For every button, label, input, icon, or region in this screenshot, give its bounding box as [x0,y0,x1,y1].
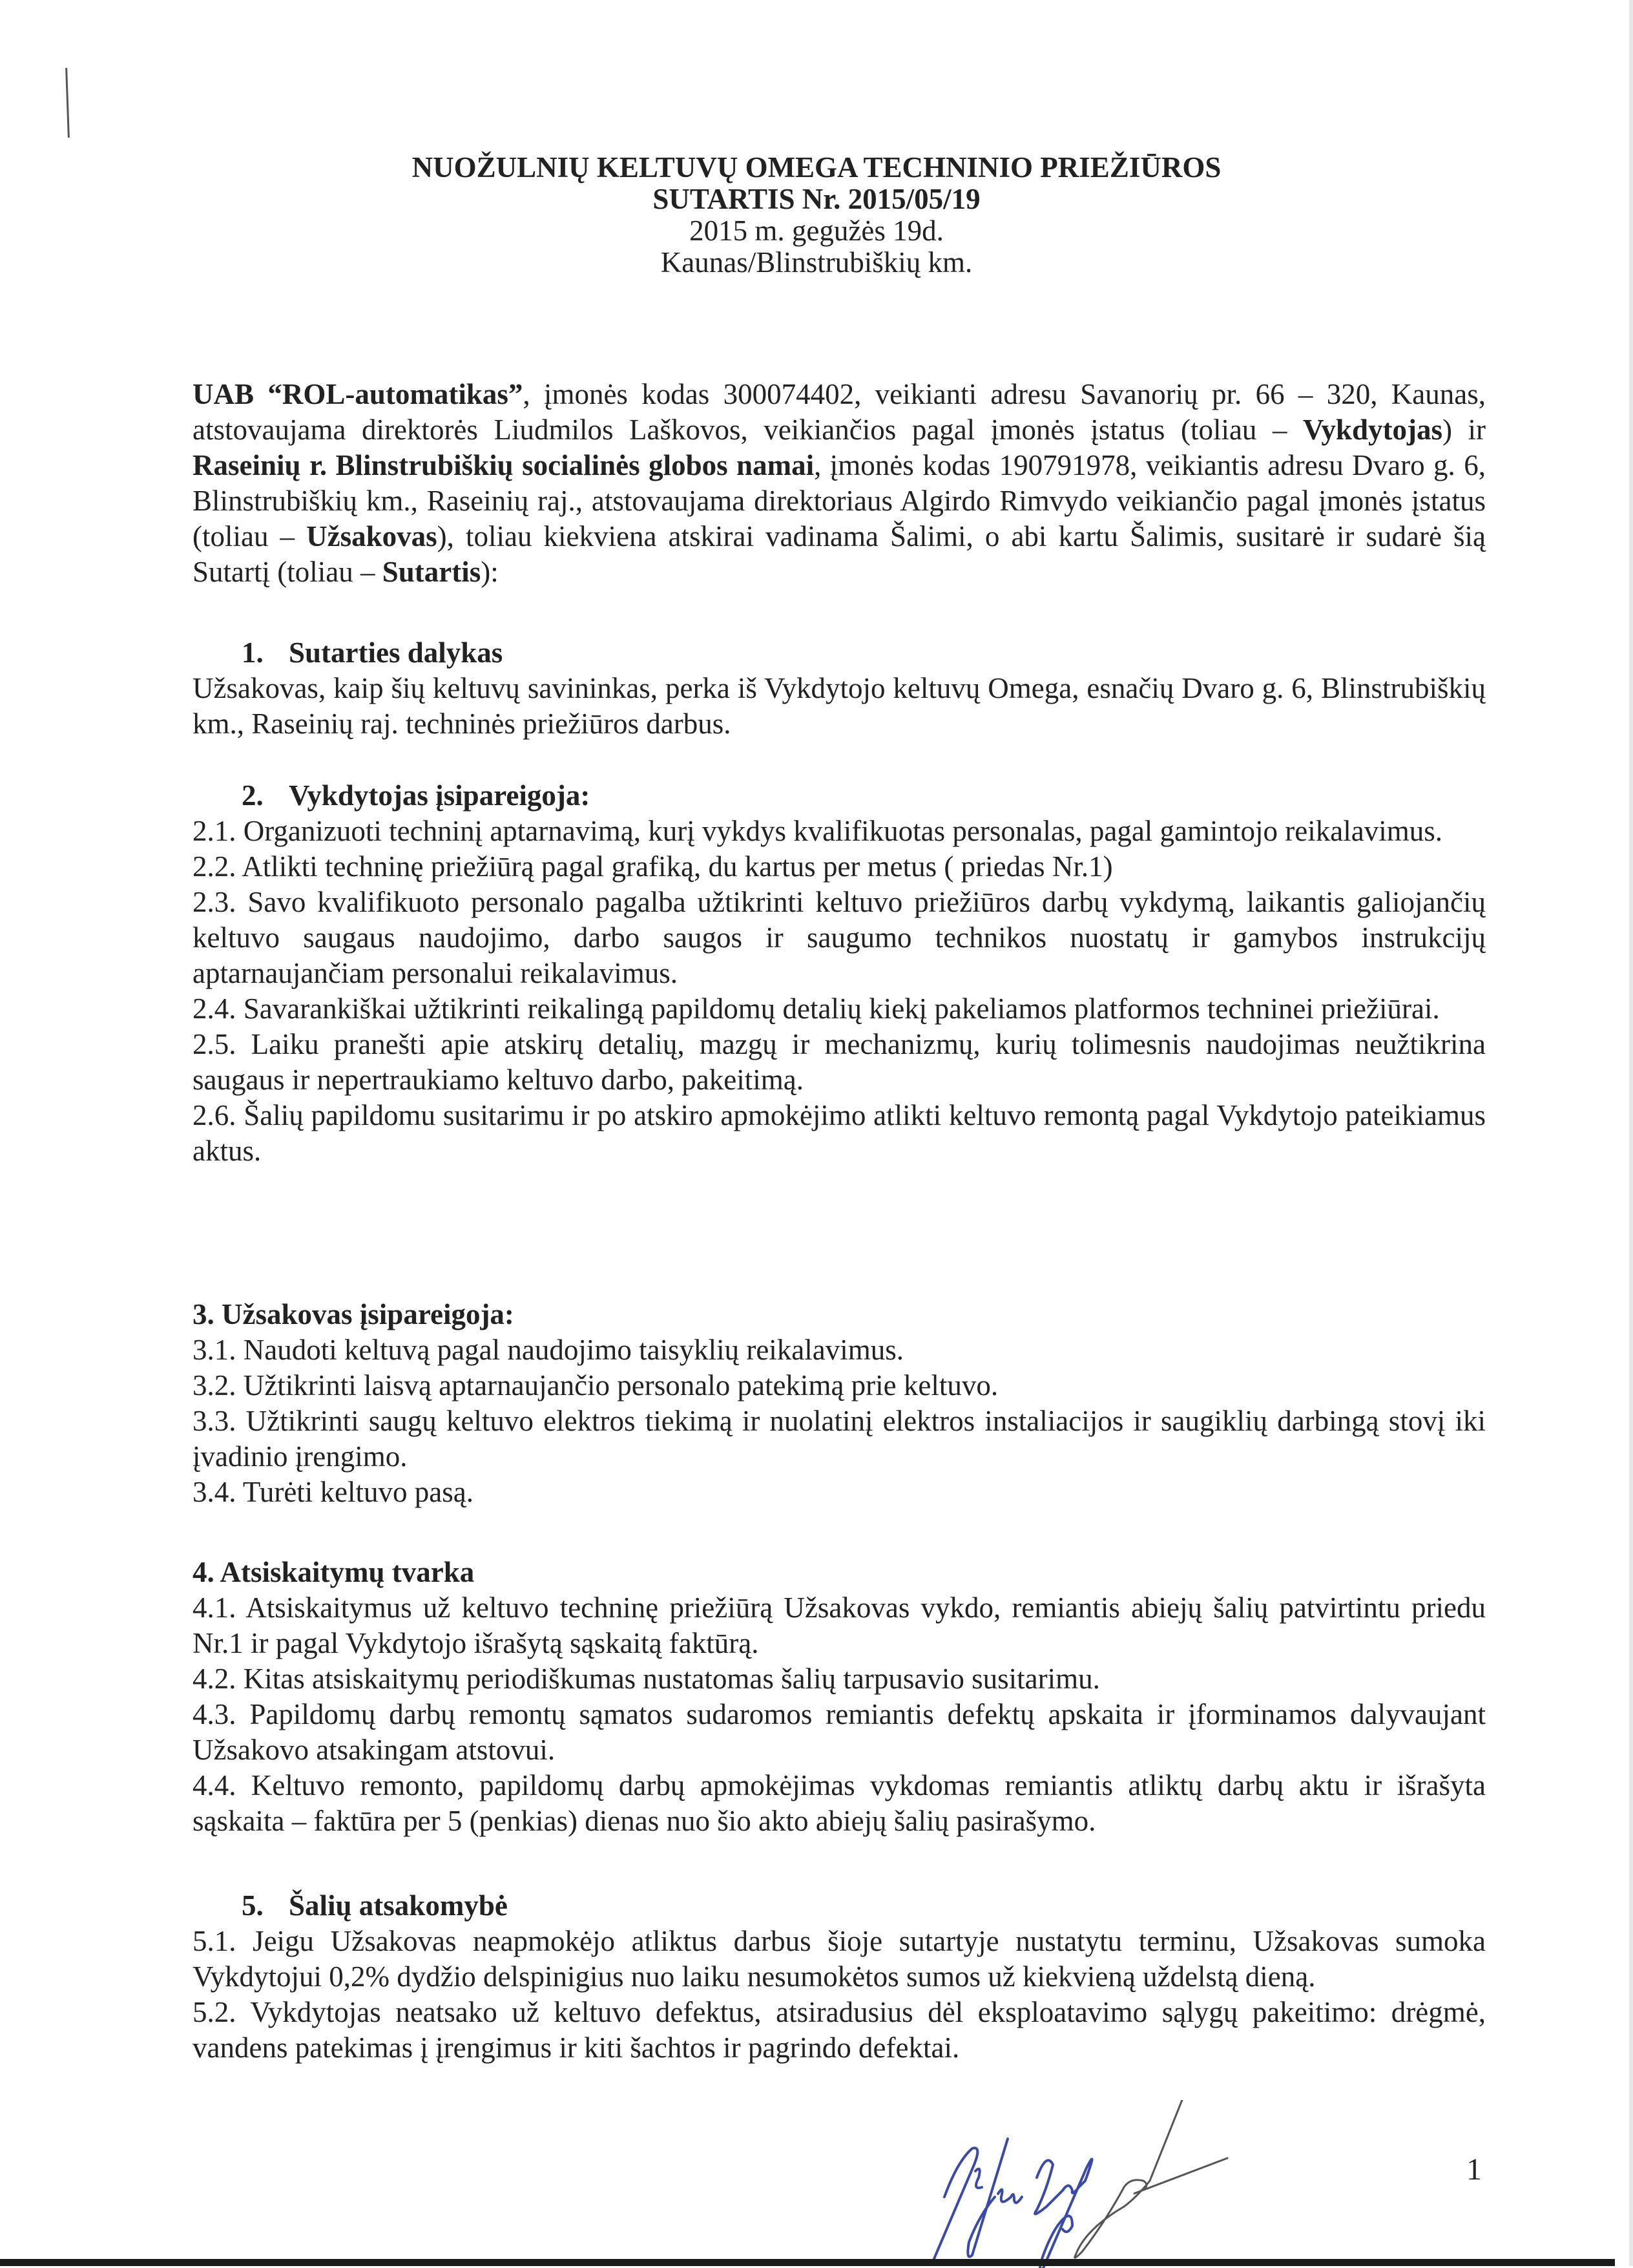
title-line-2: SUTARTIS Nr. 2015/05/19 [652,183,981,215]
clause: 4.2. Kitas atsiskaitymų periodiškumas nustatomas šalių tarpusavio susitarimu. [192,1663,1100,1695]
intro-text: ) ir [1442,414,1486,446]
clause: 5.2. Vykdytojas neatsako už keltuvo defektus, atsiradusius dėl eksploatavimo sąlygų pakeitimo: drėgmė, vandens patekimas į įrengimus ir kiti šachtos ir pagrindo defektai. [192,1996,1486,2064]
section-heading: Šalių atsakomybė [289,1889,508,1922]
party-2-name: Raseinių r. Blinstrubiškių socialinės globos namai [192,449,815,481]
clause: 4.1. Atsiskaitymus už keltuvo techninę priežiūrą Užsakovas vykdo, remiantis abiejų šalių patvirtintu priedu Nr.1 ir pagal Vykdytojo išrašytą sąskaitą faktūrą. [192,1591,1486,1659]
clause: 2.4. Savarankiškai užtikrinti reikalingą papildomų detalių kiekį pakeliamos platformos techninei priežiūrai. [192,992,1440,1025]
clause: 3.2. Užtikrinti laisvą aptarnaujančio personalo patekimą prie keltuvo. [192,1369,999,1402]
term-uzsakovas: Užsakovas [306,520,437,552]
contract-place: Kaunas/Blinstrubiškių km. [660,246,973,278]
section-heading: 4. Atsiskaitymų tvarka [192,1556,475,1588]
intro-text: , įmonės kodas 300074402, veikianti adresu Savanorių pr. 66 – 320, Kaunas, atstovaujama direktorės Liudmilos Laškovos, veikiančios pagal įmonės įstatus (toliau – [192,378,1486,446]
clause: 4.3. Papildomų darbų remontų sąmatos sudaromos remiantis defektų apskaita ir įforminamos dalyvaujant Užsakovo atsakingam atstovui. [192,1698,1486,1766]
section-1 [192,635,1486,742]
section-number: 2. [242,779,264,812]
signature-blue [933,2139,1092,2268]
intro-text: ), toliau kiekviena atskirai vadinama Šalimi, o abi kartu Šalimis, susitarė ir sudarė šią Sutartį (toliau – [192,520,1486,588]
clause: 2.6. Šalių papildomu susitarimu ir po atskiro apmokėjimo atlikti keltuvo remontą pagal Vykdytojo pateikiamus aktus. [192,1099,1486,1167]
scan-edge [0,2259,1615,2266]
clause: 3.3. Užtikrinti saugų keltuvo elektros tiekimą ir nuolatinį elektros instaliacijos ir saugiklių darbingą stovį iki įvadinio įrengimo. [192,1405,1486,1473]
clause: 2.3. Savo kvalifikuoto personalo pagalba užtikrinti keltuvo priežiūros darbų vykdymą, laikantis galiojančių keltuvo saugaus naudojimo, darbo saugos ir saugumo technikos nuostatų ir gamybos instrukcijų aptarnaujančiam personalui reikalavimus. [192,886,1486,989]
intro-text: , įmonės kodas 190791978, veikiantis adresu Dvaro g. 6, Blinstrubiškių km., Raseinių raj., atstovaujama direktoriaus Algirdo Rimvydo veikiančio pagal įmonės įstatus (toliau – [192,449,1486,552]
section-heading: Sutarties dalykas [289,636,503,669]
scan-mark [65,68,70,138]
title-line-1: NUOŽULNIŲ KELTUVŲ OMEGA TECHNINIO PRIEŽIŪROS [411,151,1222,184]
term-vykdytojas: Vykdytojas [1303,414,1442,446]
section-number: 1. [242,636,264,669]
contract-date: 2015 m. gegužės 19d. [689,215,944,247]
section-heading: 3. Užsakovas įsipareigoja: [192,1298,514,1330]
page-number: 1 [1466,2152,1482,2187]
section-4 [192,1555,1486,1839]
section-5 [192,1888,1486,2066]
intro-text: ): [481,556,499,588]
clause: 2.5. Laiku pranešti apie atskirų detalių, mazgų ir mechanizmų, kurių tolimesnis naudojimas neužtikrina saugaus ir nepertraukiamo keltuvo darbo, pakeitimą. [192,1028,1486,1096]
clause: 5.1. Jeigu Užsakovas neapmokėjo atliktus darbus šioje sutartyje nustatytu terminu, Užsakovas sumoka Vykdytojui 0,2% dydžio delspinigius nuo laiku nesumokėtos sumos už kiekvieną uždelstą dieną. [192,1925,1486,1993]
signatures [917,2100,1279,2268]
party-1-name: UAB “ROL-automatikas” [192,378,523,410]
document-title [0,152,1633,278]
section-heading: Vykdytojas įsipareigoja: [289,779,590,812]
clause: 3.4. Turėti keltuvo pasą. [192,1476,473,1508]
signature-gray [1075,2100,1227,2258]
section-2 [192,778,1486,1169]
clause: 4.4. Keltuvo remonto, papildomų darbų apmokėjimas vykdomas remiantis atliktų darbų aktu ir išrašyta sąskaita – faktūra per 5 (penkias) dienas nuo šio akto abiejų šalių pasirašymo. [192,1769,1486,1837]
section-number: 5. [242,1889,264,1922]
intro-paragraph [192,377,1486,590]
term-sutartis: Sutartis [382,556,481,588]
section-text: Užsakovas, kaip šių keltuvų savininkas, perka iš Vykdytojo keltuvų Omega, esnačių Dvaro g. 6, Blinstrubiškių km., Raseinių raj. techninės priežiūros darbus. [192,672,1486,740]
section-3 [192,1297,1486,1510]
clause: 2.1. Organizuoti techninį aptarnavimą, kurį vykdys kvalifikuotas personalas, pagal gamintojo reikalavimus. [192,815,1442,847]
clause: 2.2. Atlikti techninę priežiūrą pagal grafiką, du kartus per metus ( priedas Nr.1) [192,850,1113,883]
scan-edge [1629,0,1633,2266]
clause: 3.1. Naudoti keltuvą pagal naudojimo taisyklių reikalavimus. [192,1334,904,1366]
